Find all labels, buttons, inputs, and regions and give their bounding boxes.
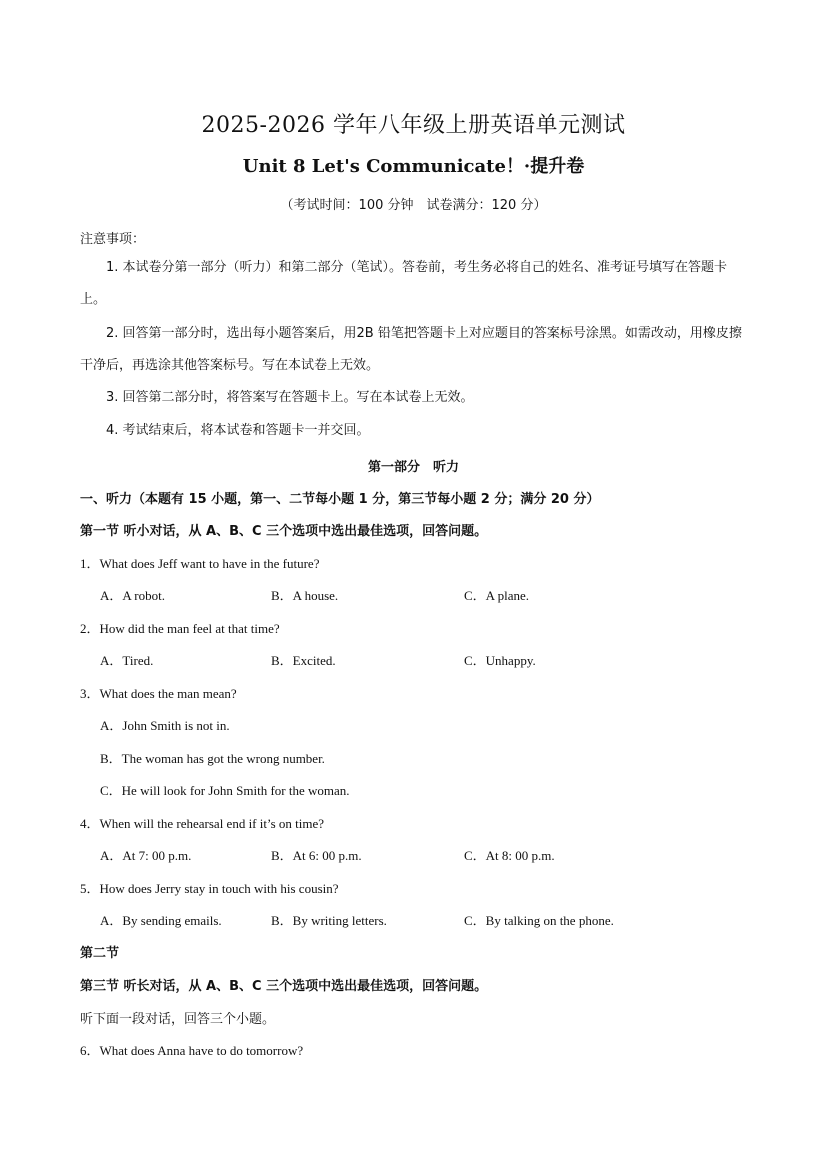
part1-heading: 第一部分 听力 [367,460,459,475]
note-item-2: 2. 回答第一部分时，选出每小题答案后，用2B 铅笔把答题卡上对应题目的答案标号涂黑。如需改动，用橡皮擦干净后，再选涂其他答案标号。写在本试卷上无效。 [80,326,742,373]
q3-option-a: A．John Smith is not in. [100,718,230,733]
listening-instruction: 听下面一段对话，回答三个小题。 [80,1012,276,1027]
subsection-3-title: 第三节 听长对话，从 A、B、C 三个选项中选出最佳选项，回答问题。 [80,979,488,994]
notes-heading: 注意事项： [80,232,146,247]
listening-section-title: 一、听力（本题有 15 小题，第一、二节每小题 1 分，第三节每小题 2 分；满分 20 分） [80,492,600,507]
q5-option-c: C．By talking on the phone. [464,913,614,928]
question-3: 3．What does the man mean? [80,686,237,701]
exam-info: （考试时间：100 分钟 试卷满分：120 分） [280,198,547,213]
question-5: 5．How does Jerry stay in touch with his cousin? [80,881,339,896]
question-1: 1．What does Jeff want to have in the future? [80,556,320,571]
q2-option-a: A．Tired. [100,653,154,668]
note-item-4: 4. 考试结束后，将本试卷和答题卡一并交回。 [106,423,370,438]
q4-option-a: A．At 7: 00 p.m. [100,848,192,863]
q3-option-b: B．The woman has got the wrong number. [100,751,325,766]
q1-option-b: B．A house. [271,588,339,603]
note-item-3: 3. 回答第二部分时，将答案写在答题卡上。写在本试卷上无效。 [106,390,474,405]
note-item-1: 1. 本试卷分第一部分（听力）和第二部分（笔试）。答卷前，考生务必将自己的姓名、准考证号填写在答题卡上。 [80,260,728,307]
question-6: 6．What does Anna have to do tomorrow? [80,1043,304,1058]
q1-option-c: C．A plane. [464,588,529,603]
exam-title: 2025-2026 学年八年级上册英语单元测试 [201,113,626,138]
q4-option-c: C．At 8: 00 p.m. [464,848,555,863]
q5-option-a: A．By sending emails. [100,913,222,928]
q2-option-c: C．Unhappy. [464,653,536,668]
q5-option-b: B．By writing letters. [271,913,387,928]
subsection-2-title: 第二节 [80,946,120,961]
subsection-1-title: 第一节 听小对话，从 A、B、C 三个选项中选出最佳选项，回答问题。 [80,524,488,539]
q1-option-a: A．A robot. [100,588,166,603]
q4-option-b: B．At 6: 00 p.m. [271,848,362,863]
exam-subtitle: Unit 8 Let's Communicate！·提升卷 [242,156,585,177]
q2-option-b: B．Excited. [271,653,336,668]
question-4: 4．When will the rehearsal end if it’s on time? [80,816,325,831]
q3-option-c: C．He will look for John Smith for the woman. [100,783,350,798]
question-2: 2．How did the man feel at that time? [80,621,280,636]
